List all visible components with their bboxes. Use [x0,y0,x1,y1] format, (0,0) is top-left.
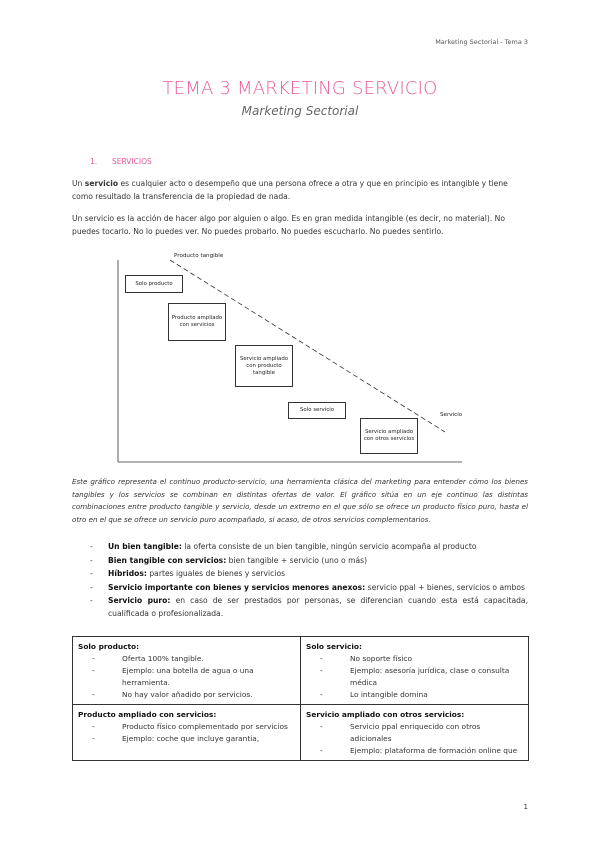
table-cell-solo-producto [73,637,301,705]
cell-heading: Servicio ampliado con otros servicios: [306,710,465,719]
diagram-caption: Este gráfico representa el continuo producto-servicio, una herramienta clásica del marketing para entender cómo los bienes tangibles y los servicios se combinan en distintas ofertas de valor. El gráfico sitúa en un eje continuo las distintas combinaciones entre producto tangible y servicio, desde un extremo en el que sólo se ofrece un producto físico puro, hasta el otro en el que se ofrece un servicio puro acompañado, si acaso, de otros servicios complementarios. [72,477,528,524]
cell-heading: Solo producto: [78,642,140,651]
running-header: Marketing Sectorial - Tema 3 [435,38,528,46]
list-item: - Servicio puro: en caso de ser prestados por personas, se diferencian cuando esta está capacitada, cualificada o profesionalizada. [90,596,528,619]
table-cell-solo-servicio [301,637,529,705]
intangibility-paragraph: Un servicio es la acción de hacer algo por alguien o algo. Es en gran medida intangible (es decir, no material). No puedes tocarlo. No lo puedes ver. No puedes probarlo. No puedes escucharlo. No puedes sentirlo. [72,214,505,236]
page-number: 1 [523,803,528,811]
section-heading [90,157,152,166]
cell-item: - Oferta 100% tangible. [92,654,204,663]
product-service-continuum-diagram [110,250,470,470]
cell-heading: Producto ampliado con servicios: [78,710,217,719]
cell-item: - No soporte físico [320,654,412,663]
cell-item: - Producto físico complementado por servicios [92,722,288,731]
list-item: - Bien tangible con servicios: bien tangible + servicio (uno o más) [90,555,368,565]
page-subtitle: Marketing Sectorial [241,104,359,118]
paragraph-text: Un [72,179,85,188]
term-servicio: servicio [84,179,119,188]
offer-types-list [90,541,528,622]
box-servicio-ampliado-producto: Servicio ampliado con producto tangible [235,345,293,387]
definition-paragraph [72,178,528,203]
cell-item: - Ejemplo: asesoría jurídica, clase o consulta médica [320,666,510,687]
label-servicio: Servicio [440,412,463,418]
list-item: - Un bien tangible: la oferta consiste de un bien tangible, ningún servicio acompaña al producto [90,542,477,551]
cell-item: - Ejemplo: plataforma de formación online que [320,746,518,755]
box-solo-servicio: Solo servicio [288,402,346,419]
page-title: TEMA 3 MARKETING SERVICIO [162,78,438,99]
table-cell-servicio-ampliado [301,705,529,761]
table-cell-producto-ampliado [73,705,301,761]
cell-item: - Ejemplo: una botella de agua o una herramienta. [92,666,254,687]
cell-item: - Servicio ppal enriquecido con otros adicionales [320,722,481,743]
cell-item: - No hay valor añadido por servicios. [92,690,253,699]
paragraph-text: es cualquier acto o desempeño que una persona ofrece a otra y que en principio es intangible y tiene como resultado la transferencia de la propiedad de nada. [72,179,508,201]
offer-types-table [72,636,529,761]
list-item: - Híbridos: partes iguales de bienes y servicios [90,569,286,579]
cell-item: - Lo intangible domina [320,690,428,699]
label-producto-tangible: Producto tangible [174,253,224,259]
section-number: 1. [90,157,98,166]
section-title: SERVICIOS [112,157,152,166]
cell-heading: Solo servicio: [306,642,362,651]
cell-item: - Ejemplo: coche que incluye garantía, [92,734,260,743]
box-solo-producto: Solo producto [125,275,183,293]
list-item: - Servicio importante con bienes y servicios menores anexos: servicio ppal + bienes, servicios o ambos [90,582,525,592]
box-producto-ampliado: Producto ampliado con servicios [168,303,226,341]
box-servicio-ampliado-servicios: Servicio ampliado con otros servicios [360,418,418,454]
